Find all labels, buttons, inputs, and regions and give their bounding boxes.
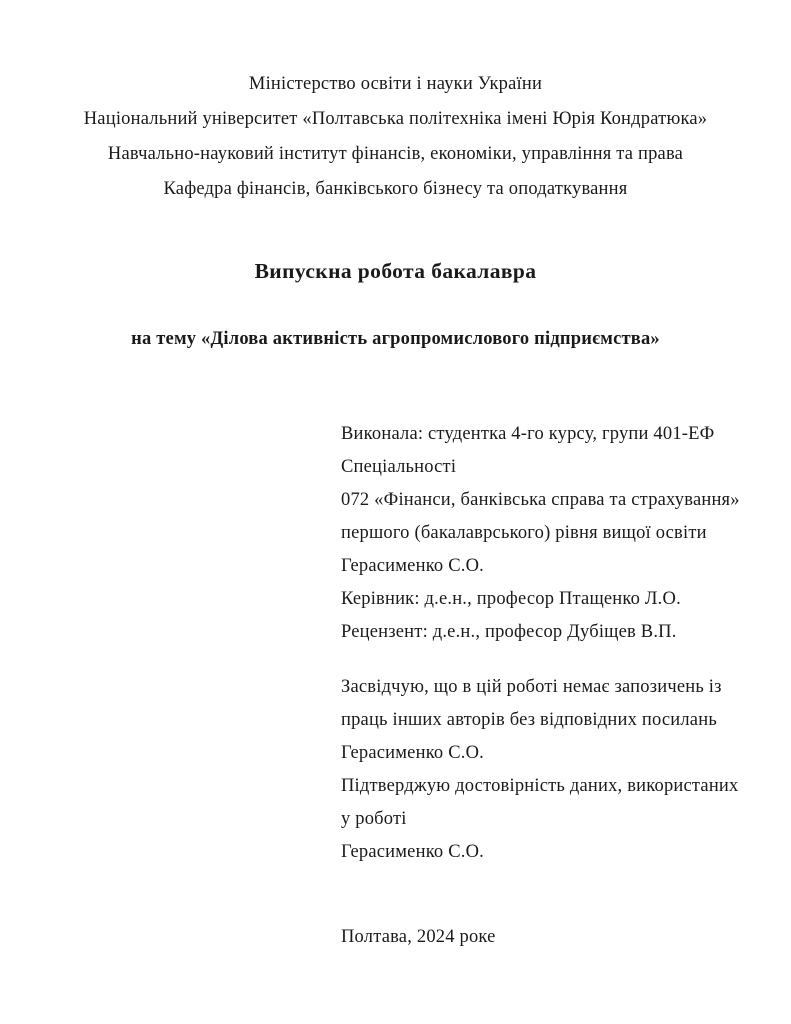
confirmation-line-2: у роботі <box>341 809 407 829</box>
author-details-block <box>341 418 761 649</box>
specialty-label-line: Спеціальності <box>341 457 457 477</box>
performer-line: Виконала: студентка 4-го курсу, групи 401-ЕФ <box>341 424 715 444</box>
degree-level-line: першого (бакалаврського) рівня вищої освіти <box>341 523 707 543</box>
ministry-line: Міністерство освіти і науки України <box>248 74 543 94</box>
city-year-block <box>341 921 761 954</box>
declaration-line-2: праць інших авторів без відповідних посилань <box>341 710 717 730</box>
declaration-block <box>341 671 761 869</box>
student-name-line: Герасименко С.О. <box>341 556 484 576</box>
city-year-line: Полтава, 2024 роке <box>341 927 496 947</box>
declaration-signature-2: Герасименко С.О. <box>341 842 484 862</box>
university-line: Національний університет «Полтавська політехніка імені Юрія Кондратюка» <box>83 109 708 129</box>
thesis-title: Випускна робота бакалавра <box>254 259 537 283</box>
confirmation-line-1: Підтверджую достовірність даних, використаних <box>341 776 739 796</box>
institute-line: Навчально-науковий інститут фінансів, економіки, управління та права <box>107 144 684 164</box>
department-line: Кафедра фінансів, банківського бізнесу та оподаткування <box>163 179 628 199</box>
thesis-topic: на тему «Ділова активність агропромислового підприємства» <box>131 329 660 349</box>
declaration-signature-1: Герасименко С.О. <box>341 743 484 763</box>
institution-header <box>0 67 791 207</box>
supervisor-line: Керівник: д.е.н., професор Птащенко Л.О. <box>341 589 681 609</box>
declaration-line-1: Засвідчую, що в цій роботі немає запозичень із <box>341 677 722 697</box>
reviewer-line: Рецензент: д.е.н., професор Дубіщев В.П. <box>341 622 677 642</box>
specialty-code-line: 072 «Фінанси, банківська справа та страхування» <box>341 490 740 510</box>
